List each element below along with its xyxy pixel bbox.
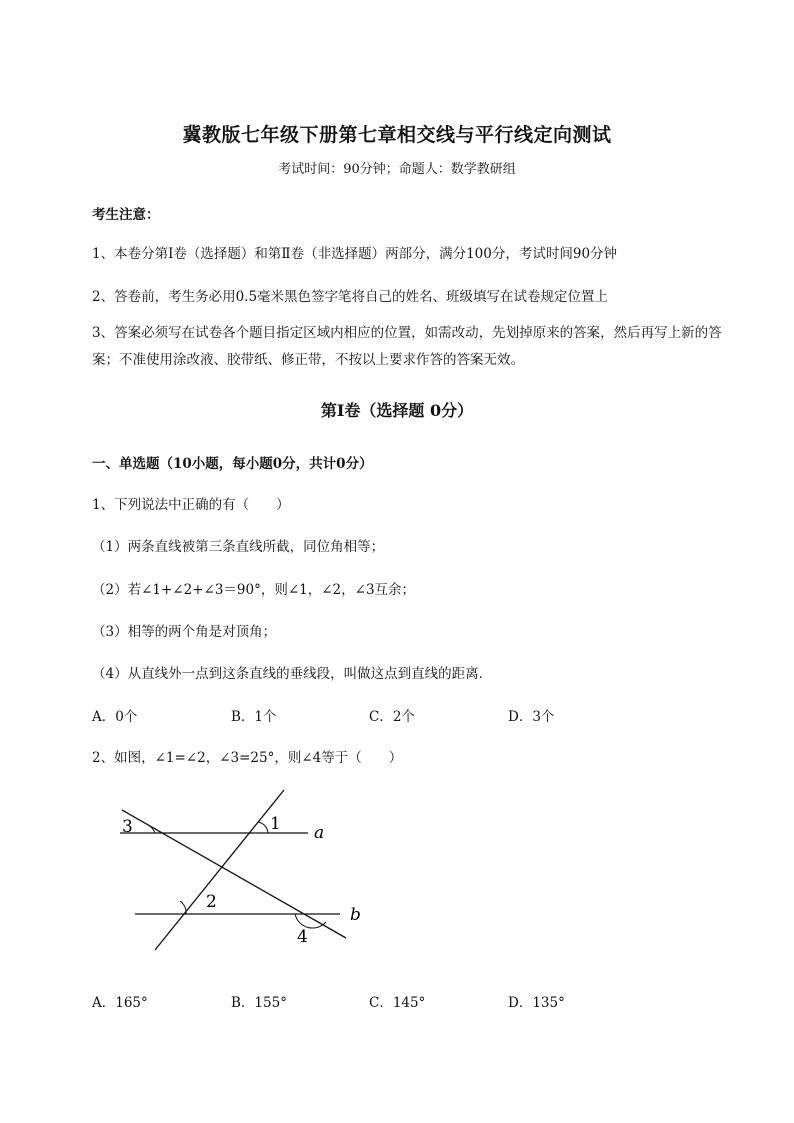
question-stem: 2、如图，∠1=∠2，∠3=25°，则∠4等于（ ） xyxy=(92,750,403,766)
transversal-2 xyxy=(155,790,284,950)
transversal-1 xyxy=(122,810,346,938)
option-b[interactable]: B．155° xyxy=(231,995,287,1011)
option-a[interactable]: A．165° xyxy=(92,995,148,1011)
section-title: 第I卷（选择题 0分） xyxy=(320,401,474,420)
part-heading: 一、单选题（10小题，每小题0分，共计0分） xyxy=(92,456,373,472)
option-d[interactable]: D．135° xyxy=(508,995,565,1011)
label-2: 2 xyxy=(206,892,217,912)
label-4: 4 xyxy=(297,927,308,947)
page-title: 冀教版七年级下册第七章相交线与平行线定向测试 xyxy=(182,124,612,146)
angle-4-arc xyxy=(295,914,326,928)
geometry-figure xyxy=(100,780,380,960)
label-b: b xyxy=(350,905,361,925)
question-stem: 1、下列说法中正确的有（ ） xyxy=(92,497,290,513)
question-statement: （4）从直线外一点到这条直线的垂线段，叫做这点到直线的距离． xyxy=(92,666,493,682)
question-statement: （3）相等的两个角是对顶角； xyxy=(92,624,277,640)
question-statement: （1）两条直线被第三条直线所截，同位角相等； xyxy=(92,539,385,555)
option-c[interactable]: C．2个 xyxy=(369,709,415,725)
label-1: 1 xyxy=(270,814,281,834)
question-statement: （2）若∠1+∠2+∠3＝90°，则∠1，∠2，∠3互余； xyxy=(92,582,416,598)
notice-heading: 考生注意： xyxy=(92,207,160,223)
notice-item: 1、本卷分第I卷（选择题）和第Ⅱ卷（非选择题）两部分，满分100分，考试时间90分钟 xyxy=(92,246,618,262)
option-b[interactable]: B．1个 xyxy=(231,709,277,725)
notice-item: 3、答案必须写在试卷各个题目指定区域内相应的位置，如需改动，先划掉原来的答案，然后再写上新的答案；不准使用涂改液、胶带纸、修正带，不按以上要求作答的答案无效。 xyxy=(92,325,722,368)
option-a[interactable]: A．0个 xyxy=(92,709,138,725)
option-c[interactable]: C．145° xyxy=(369,995,426,1011)
angle-1-arc xyxy=(258,822,268,833)
notice-item: 2、答卷前，考生务必用0.5毫米黑色签字笔将自己的姓名、班级填写在试卷规定位置上 xyxy=(92,289,609,305)
exam-info: 考试时间：90分钟；命题人：数学教研组 xyxy=(278,162,516,177)
label-3: 3 xyxy=(122,817,133,837)
option-d[interactable]: D．3个 xyxy=(508,709,555,725)
label-a: a xyxy=(314,823,325,843)
